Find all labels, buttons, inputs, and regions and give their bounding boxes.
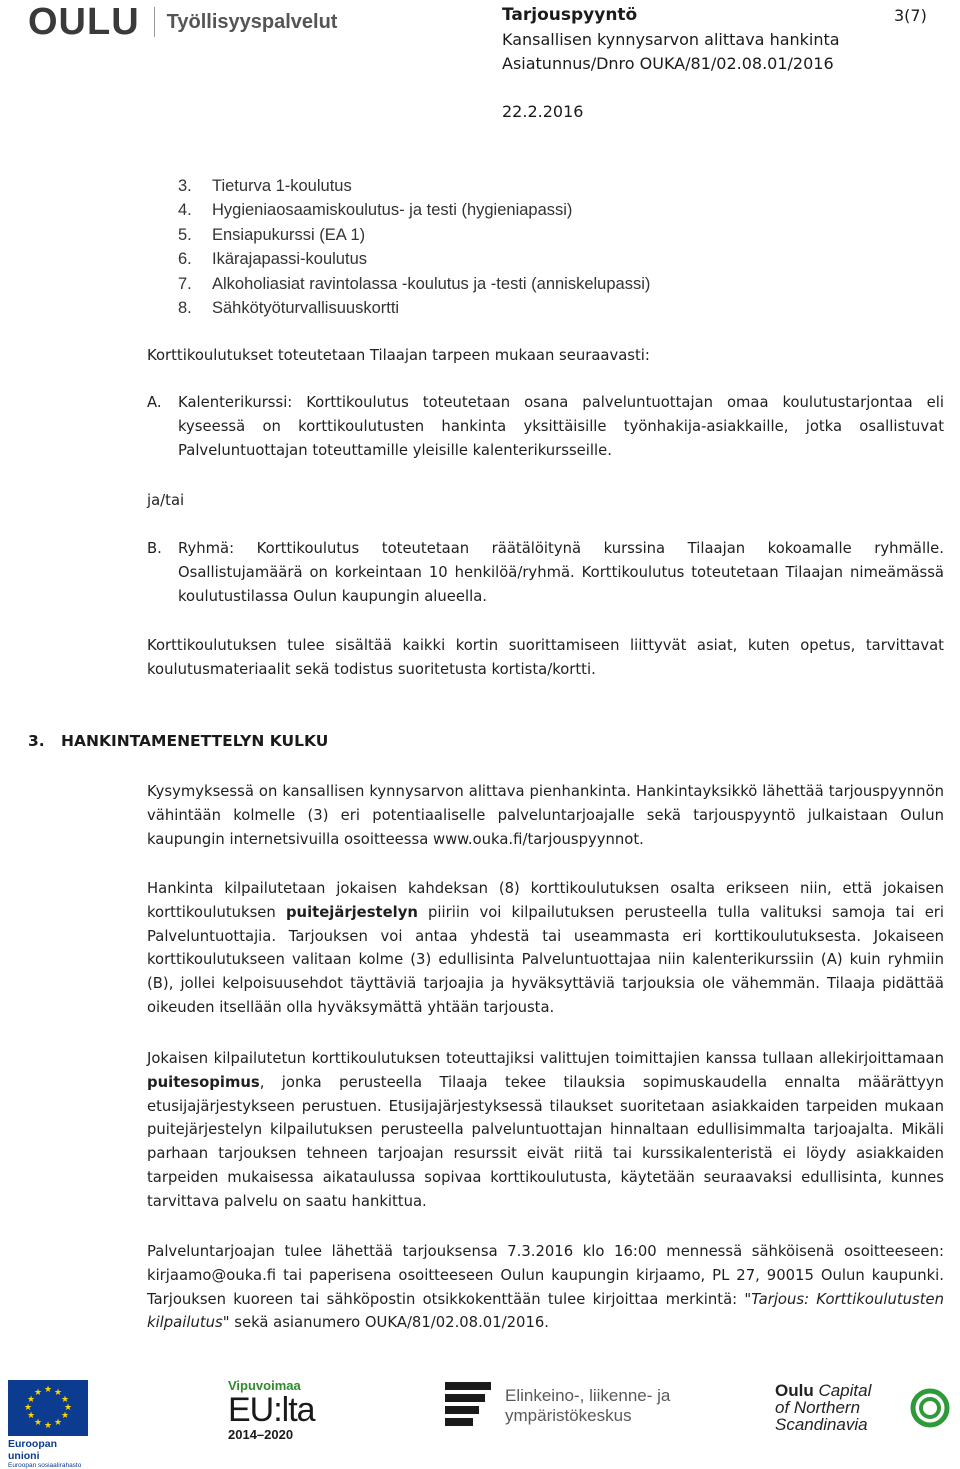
capital-line-3: Scandinavia — [775, 1415, 868, 1434]
ely-mark-icon — [445, 1380, 491, 1432]
option-a — [147, 391, 944, 462]
option-a-letter: A. — [147, 394, 162, 411]
section-title: HANKINTAMENETTELYN KULKU — [61, 732, 329, 750]
procedure-paragraph-2 — [147, 877, 944, 1020]
paragraph-text: Hankinta kilpailutetaan jokaisen kahdeksan (8) korttikoulutuksen osalta erikseen niin, että jokaisen korttikoulutuksen — [147, 880, 944, 921]
list-item-text: Ikärajapassi-koulutus — [212, 250, 367, 269]
ely-line-1: Elinkeino-, liikenne- ja — [505, 1386, 671, 1405]
list-item — [178, 174, 650, 198]
document-reference: Asiatunnus/Dnro OUKA/81/02.08.01/2016 — [502, 54, 834, 73]
list-item — [178, 247, 650, 271]
eu-logo — [8, 1380, 90, 1469]
list-item-text: Hygieniaosaamiskoulutus- ja testi (hygieniapassi) — [212, 201, 573, 220]
list-item-number: 3. — [178, 177, 192, 195]
list-item-number: 5. — [178, 225, 192, 244]
list-item — [178, 223, 650, 247]
paragraph-text: piiriin voi kilpailutuksen perusteella tulla valituksi samoja tai eri Palveluntuottajia. Tarjouksen voi antaa yhdestä tai useammasta eri korttikoulutuksesta. Jokaiseen korttikoulutukseen valitaan kolme (3) edullisinta Palveluntuottajaa niin kalenterikurssiin (A) kuin ryhmiin (B), jollei kelpoisuusehdot täyttäviä tarjoajia ja hyväksyttäviä tarjouksia ole vähemmän. Tilaaja pidättää oikeuden itsellään olla hyväksymättä yhtään tarjousta. — [147, 903, 945, 1016]
submission-paragraph — [147, 1240, 944, 1335]
list-item-text: Tieturva 1-koulutus — [212, 177, 352, 195]
intro-paragraph: Korttikoulutukset toteutetaan Tilaajan tarpeen mukaan seuraavasti: — [147, 347, 650, 364]
oulu-logo — [28, 2, 337, 42]
list-item-text: Alkoholiasiat ravintolassa -koulutus ja -testi (anniskelupassi) — [212, 274, 651, 293]
list-item — [178, 272, 650, 296]
paragraph-text: " sekä asianumero OUKA/81/02.08.01/2016. — [222, 1314, 549, 1332]
oulu-capital-logo — [775, 1382, 871, 1433]
eu-fund-name: Euroopan sosiaalirahasto — [8, 1462, 82, 1469]
list-item — [178, 198, 650, 222]
eu-name: Euroopan unioni — [8, 1438, 57, 1462]
ely-line-2: ympäristökeskus — [505, 1406, 632, 1425]
paragraph-text: , jonka perusteella Tilaaja tekee tilauksia sopimuskaudella ennalta määrättyyn etusijajärjestykseen perustuen. Etusijajärjestyksessä tilaukset suoritetaan asiakkaiden tarpeiden mukaan puitejärjestelyn kilpailutuksen perusteella palveluntuottajan hinnaltaan edullisimmalta tarjoajalta. Mikäli parhaan tarjouksen tehneen tarjoajan resurssit eivät riitä tai kurssikalenteristä ei löydy asiakkaiden tarpeiden mukaisessa aikataulussa sopivaa korttikoulutusta, käytetään seuraavaksi edullisinta, kunnes tarvittava palvelu on saatu hankittua. — [147, 1073, 944, 1210]
paragraph-text: Palveluntarjoajan tulee lähettää tarjouksensa 7.3.2016 klo 16:00 mennessä sähköisenä osoitteeseen: kirjaamo@ouka.fi tai paperisena osoitteeseen Oulun kaupungin kirjaamo, PL 27, 90015 Oulun kaupunki. Tarjouksen kuoreen tai sähköpostin otsikkokenttään tulee kirjoittaa merkintä: " — [147, 1243, 944, 1308]
section-heading — [28, 732, 328, 750]
content-paragraph: Korttikoulutuksen tulee sisältää kaikki kortin suorittamiseen liittyvät asiat, kuten opetus, tarvittavat koulutusmateriaalit sekä todistus suoritetusta kortista/kortti. — [147, 637, 944, 678]
eu-flag-icon: ★ ★ ★ ★ ★ ★ ★ ★ ★ ★ ★ ★ — [8, 1380, 88, 1436]
ely-logo — [445, 1380, 670, 1432]
section-number: 3. — [28, 732, 45, 750]
list-item-number: 7. — [178, 274, 192, 293]
document-title: Tarjouspyyntö — [502, 5, 638, 25]
list-item-text: Sähkötyöturvallisuuskortti — [212, 299, 400, 318]
document-subtitle: Kansallisen kynnysarvon alittava hankinta — [502, 30, 840, 49]
option-a-text: Kalenterikurssi: Korttikoulutus toteutetaan osana palveluntuottajan omaa koulutustarjontaa eli kyseessä on korttikoulutusten hankinta yksittäisille työnhakija-asiakkaille, jotka osallistuvat Palveluntuottajan toteuttamille yleisille kalenterikursseille. — [178, 394, 944, 459]
logo-service-text: Työllisyyspalvelut — [166, 10, 338, 33]
list-item-number: 6. — [178, 250, 192, 269]
procedure-paragraph-3 — [147, 1047, 944, 1214]
list-item-number: 8. — [178, 299, 192, 318]
list-item-text: Ensiapukurssi (EA 1) — [212, 225, 366, 244]
paragraph-text: Jokaisen kilpailutetun korttikoulutuksen toteuttajiksi valittujen toimittajien kanssa tullaan allekirjoittamaan — [147, 1050, 944, 1067]
vipuvoimaa-logo — [228, 1378, 358, 1442]
capital-swirl-icon — [910, 1388, 950, 1428]
list-item — [178, 296, 650, 320]
logo-oulu-text: OULU — [28, 1, 140, 43]
vip-big-text: EU:lta — [228, 1391, 315, 1429]
capital-word: Capital — [813, 1381, 872, 1400]
page-number: 3(7) — [894, 6, 927, 25]
vip-top-text: Vipuvoimaa — [228, 1378, 301, 1393]
option-b — [147, 537, 944, 608]
option-b-text: Ryhmä: Korttikoulutus toteutetaan räätälöitynä kurssina Tilaajan kokoamalle ryhmälle. Osallistujamäärä on korkeintaan 10 henkilöä/ryhmä. Korttikoulutus toteutetaan Tilaajan nimeämässä koulutustilassa Oulun kaupungin alueella. — [178, 540, 944, 605]
course-list — [178, 174, 650, 320]
document-date: 22.2.2016 — [502, 102, 584, 121]
capital-line-2: of Northern — [775, 1398, 861, 1417]
vip-years-text: 2014–2020 — [228, 1427, 294, 1442]
bold-term: puitesopimus — [147, 1073, 260, 1091]
option-b-letter: B. — [147, 540, 162, 557]
bold-term: puitejärjestelyn — [285, 903, 418, 921]
logo-divider — [154, 7, 155, 37]
list-item-number: 4. — [178, 201, 192, 220]
capital-oulu: Oulu — [775, 1381, 814, 1400]
italic-label: Tarjous: Korttikoulutusten kilpailutus — [147, 1290, 944, 1332]
procedure-paragraph-1: Kysymyksessä on kansallisen kynnysarvon alittava pienhankinta. Hankintayksikkö lähettää tarjouspyynnön vähintään kolmelle (3) eri potentiaaliselle palveluntarjoajalle sekä tarjouspyyntö julkaistaan Oulun kaupungin internetsivuilla osoitteessa www.ouka.fi/tarjouspyynnot. — [147, 783, 944, 848]
connector-text: ja/tai — [147, 492, 185, 509]
